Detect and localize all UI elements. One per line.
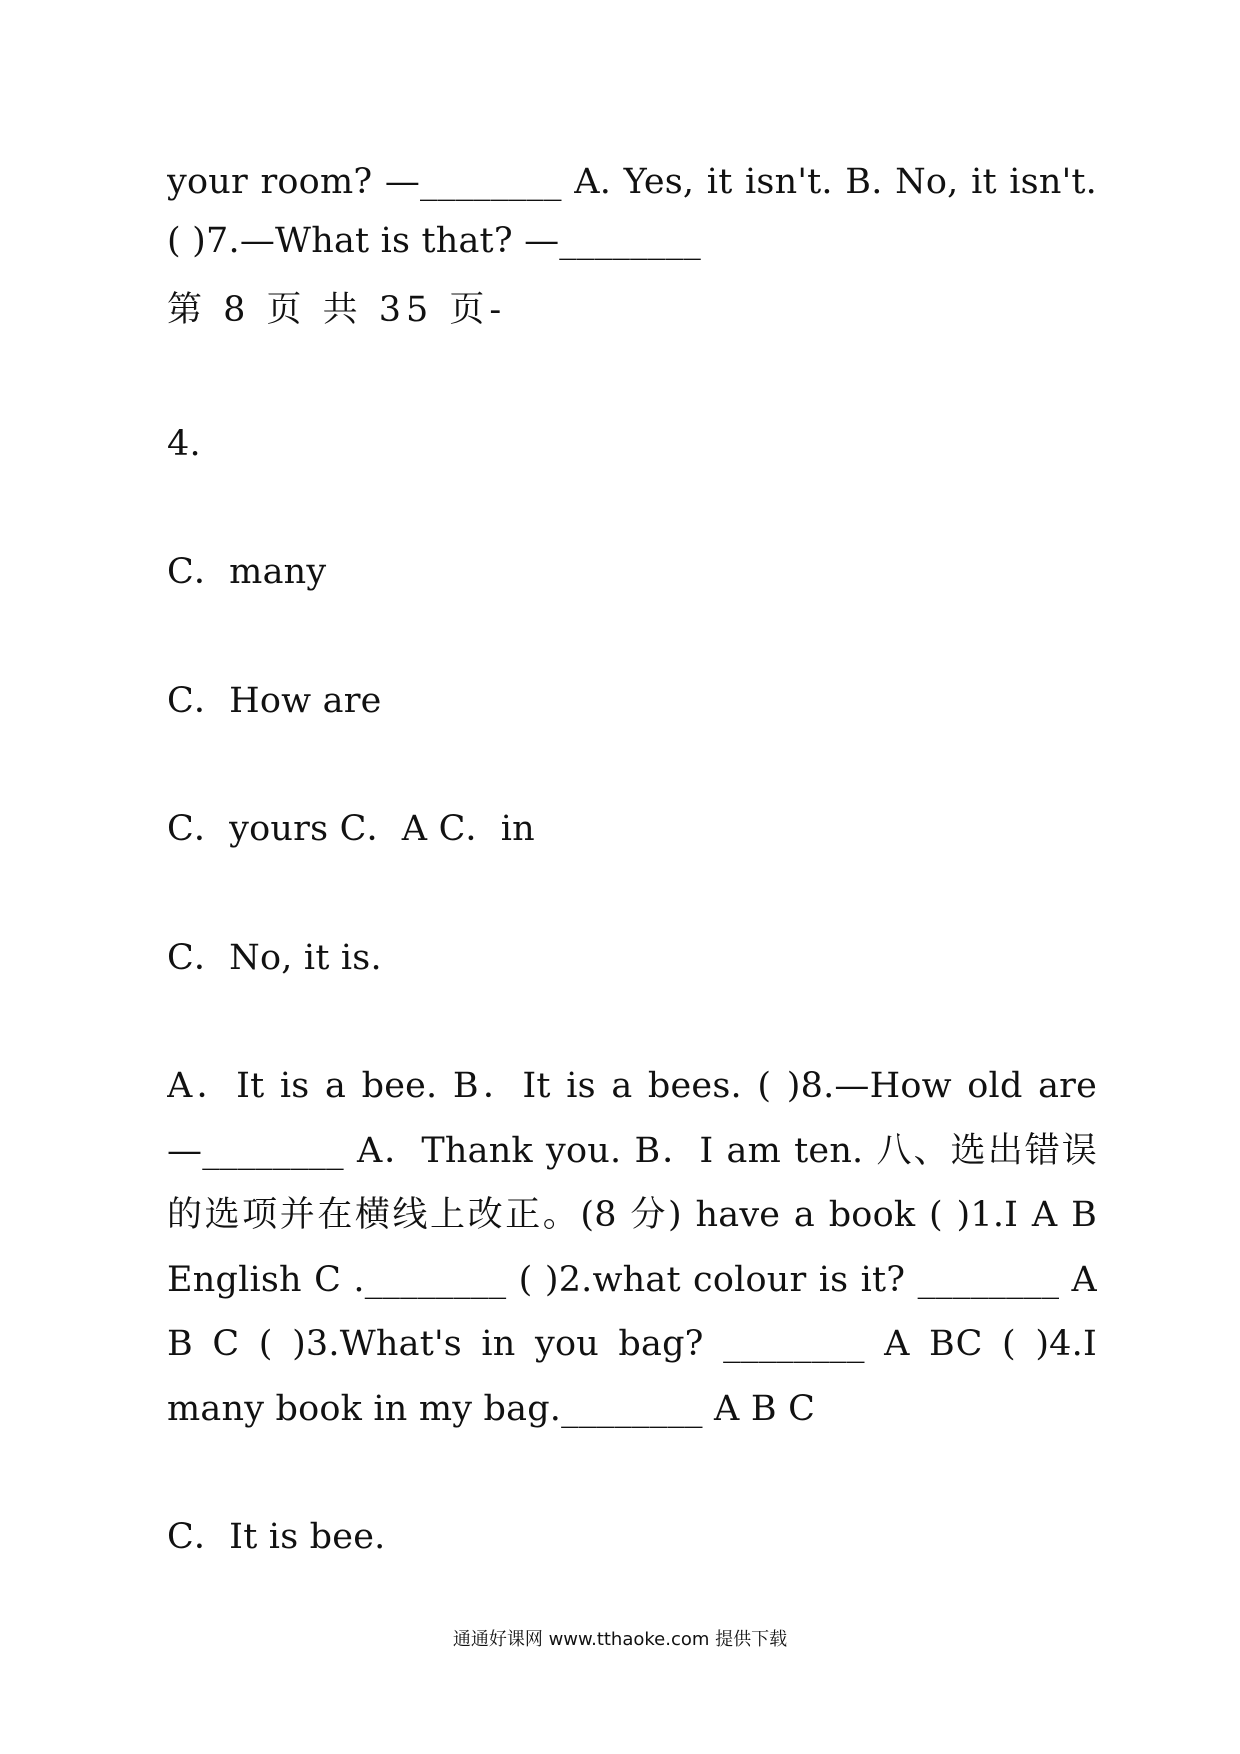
text-line-9: A．It is a bee. B．It is a bees. ( )8.—How old are	[167, 1066, 1097, 1106]
text-line-10: —________ A．Thank you. B．I am ten. 八、选出错误	[167, 1131, 1097, 1171]
page-number-text: 第 8 页 共 35 页-	[167, 290, 507, 330]
text-line-12: English C .________ ( )2.what colour is it? ________ A	[167, 1260, 1097, 1300]
text-line-1: your room? —________ A. Yes, it isn't. B. No, it isn't.	[167, 162, 1097, 202]
text-line-2: ( )7.—What is that? —________	[167, 221, 701, 261]
text-line-13: B C ( )3.What's in you bag? ________ A BC ( )4.I	[167, 1324, 1097, 1364]
footer-watermark: 通通好课网 www.tthaoke.com 提供下载	[452, 1629, 788, 1650]
option-line-4: C．No, it is.	[167, 938, 382, 978]
option-line-5: C．It is bee.	[167, 1517, 386, 1557]
option-line-1: C．many	[167, 552, 327, 592]
question-number: 4.	[167, 424, 201, 464]
option-line-3: C．yours C．A C．in	[167, 809, 535, 849]
text-line-14: many book in my bag.________ A B C	[167, 1389, 816, 1429]
text-line-11: 的选项并在横线上改正。(8 分) have a book ( )1.I A B	[167, 1195, 1097, 1235]
option-line-2: C．How are	[167, 681, 382, 721]
